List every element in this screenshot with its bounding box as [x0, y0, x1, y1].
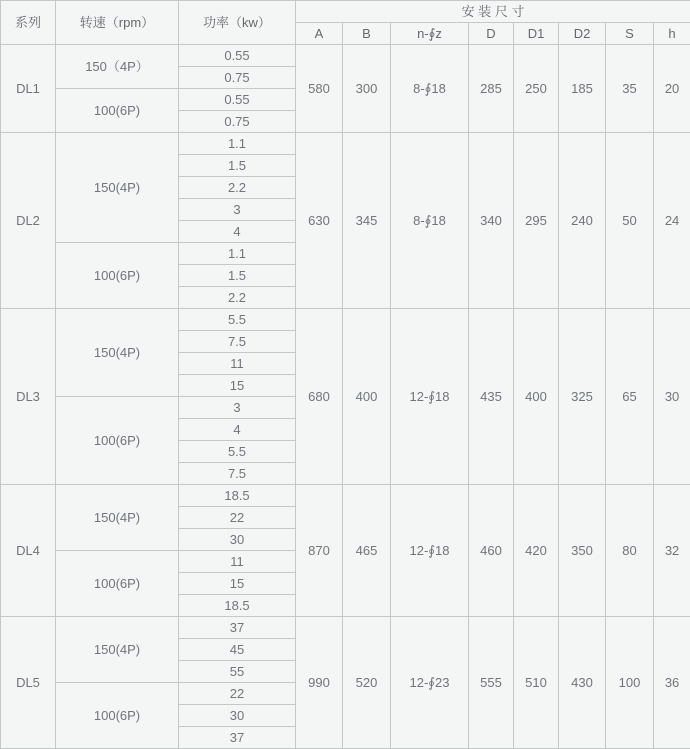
speed-cell: 100(6P) — [56, 683, 179, 749]
power-cell: 4 — [179, 419, 296, 441]
power-cell: 1.1 — [179, 133, 296, 155]
header-row-top — [1, 1, 690, 23]
header-series: 系列 — [1, 1, 56, 45]
header-dim-a: A — [296, 23, 343, 45]
dim-cell-h: 30 — [654, 309, 690, 485]
power-cell: 18.5 — [179, 485, 296, 507]
dim-cell-s: 35 — [606, 45, 654, 133]
dim-cell-s: 80 — [606, 485, 654, 617]
dim-cell-d: 435 — [469, 309, 514, 485]
series-cell: DL5 — [1, 617, 56, 749]
table-header — [1, 1, 690, 45]
dim-cell-d: 460 — [469, 485, 514, 617]
dim-cell-b: 345 — [343, 133, 391, 309]
power-cell: 22 — [179, 507, 296, 529]
dim-cell-d2: 350 — [559, 485, 606, 617]
power-cell: 18.5 — [179, 595, 296, 617]
power-cell: 30 — [179, 705, 296, 727]
power-cell: 11 — [179, 353, 296, 375]
dim-cell-d1: 250 — [514, 45, 559, 133]
dim-cell-nz: 12-∮18 — [391, 485, 469, 617]
dim-cell-d1: 400 — [514, 309, 559, 485]
dim-cell-d2: 240 — [559, 133, 606, 309]
power-cell: 37 — [179, 617, 296, 639]
dim-cell-d1: 510 — [514, 617, 559, 749]
header-dimensions: 安 装 尺 寸 — [296, 1, 690, 23]
speed-cell: 150（4P） — [56, 45, 179, 89]
power-cell: 11 — [179, 551, 296, 573]
power-cell: 0.75 — [179, 67, 296, 89]
table-body — [1, 45, 690, 749]
dim-cell-nz: 8-∮18 — [391, 133, 469, 309]
header-power: 功率（kw） — [179, 1, 296, 45]
series-cell: DL2 — [1, 133, 56, 309]
dim-cell-d1: 295 — [514, 133, 559, 309]
dim-cell-b: 465 — [343, 485, 391, 617]
power-cell: 5.5 — [179, 309, 296, 331]
dim-cell-a: 870 — [296, 485, 343, 617]
table-row — [1, 133, 690, 155]
speed-cell: 150(4P) — [56, 485, 179, 551]
speed-cell: 150(4P) — [56, 133, 179, 243]
power-cell: 37 — [179, 727, 296, 749]
dim-cell-nz: 12-∮23 — [391, 617, 469, 749]
power-cell: 3 — [179, 397, 296, 419]
dim-cell-d2: 185 — [559, 45, 606, 133]
table-row — [1, 617, 690, 639]
power-cell: 45 — [179, 639, 296, 661]
power-cell: 22 — [179, 683, 296, 705]
power-cell: 30 — [179, 529, 296, 551]
power-cell: 0.75 — [179, 111, 296, 133]
dim-cell-d1: 420 — [514, 485, 559, 617]
header-dim-nz: n-∮z — [391, 23, 469, 45]
power-cell: 0.55 — [179, 89, 296, 111]
speed-cell: 100(6P) — [56, 89, 179, 133]
dim-cell-nz: 12-∮18 — [391, 309, 469, 485]
speed-cell: 100(6P) — [56, 243, 179, 309]
series-cell: DL1 — [1, 45, 56, 133]
dim-cell-s: 100 — [606, 617, 654, 749]
dim-cell-h: 24 — [654, 133, 690, 309]
dim-cell-a: 990 — [296, 617, 343, 749]
power-cell: 7.5 — [179, 463, 296, 485]
dim-cell-d2: 430 — [559, 617, 606, 749]
dim-cell-b: 300 — [343, 45, 391, 133]
dim-cell-d: 555 — [469, 617, 514, 749]
header-dim-d: D — [469, 23, 514, 45]
power-cell: 2.2 — [179, 287, 296, 309]
dim-cell-h: 36 — [654, 617, 690, 749]
dim-cell-s: 50 — [606, 133, 654, 309]
header-dim-h: h — [654, 23, 690, 45]
power-cell: 4 — [179, 221, 296, 243]
series-cell: DL4 — [1, 485, 56, 617]
power-cell: 55 — [179, 661, 296, 683]
dim-cell-b: 520 — [343, 617, 391, 749]
dim-cell-d: 285 — [469, 45, 514, 133]
power-cell: 7.5 — [179, 331, 296, 353]
header-dim-b: B — [343, 23, 391, 45]
dim-cell-a: 580 — [296, 45, 343, 133]
header-dim-s: S — [606, 23, 654, 45]
power-cell: 15 — [179, 375, 296, 397]
dim-cell-h: 20 — [654, 45, 690, 133]
dim-cell-a: 680 — [296, 309, 343, 485]
speed-cell: 100(6P) — [56, 551, 179, 617]
power-cell: 1.5 — [179, 265, 296, 287]
dim-cell-a: 630 — [296, 133, 343, 309]
table-row — [1, 45, 690, 67]
dim-cell-d2: 325 — [559, 309, 606, 485]
dim-cell-nz: 8-∮18 — [391, 45, 469, 133]
series-cell: DL3 — [1, 309, 56, 485]
power-cell: 1.1 — [179, 243, 296, 265]
dim-cell-h: 32 — [654, 485, 690, 617]
header-dim-d2: D2 — [559, 23, 606, 45]
speed-cell: 150(4P) — [56, 309, 179, 397]
power-cell: 5.5 — [179, 441, 296, 463]
power-cell: 0.55 — [179, 45, 296, 67]
power-cell: 2.2 — [179, 177, 296, 199]
table-row — [1, 309, 690, 331]
header-speed: 转速（rpm） — [56, 1, 179, 45]
power-cell: 15 — [179, 573, 296, 595]
table-row — [1, 485, 690, 507]
speed-cell: 100(6P) — [56, 397, 179, 485]
header-dim-d1: D1 — [514, 23, 559, 45]
dim-cell-s: 65 — [606, 309, 654, 485]
power-cell: 1.5 — [179, 155, 296, 177]
dim-cell-d: 340 — [469, 133, 514, 309]
power-cell: 3 — [179, 199, 296, 221]
dim-cell-b: 400 — [343, 309, 391, 485]
speed-cell: 150(4P) — [56, 617, 179, 683]
